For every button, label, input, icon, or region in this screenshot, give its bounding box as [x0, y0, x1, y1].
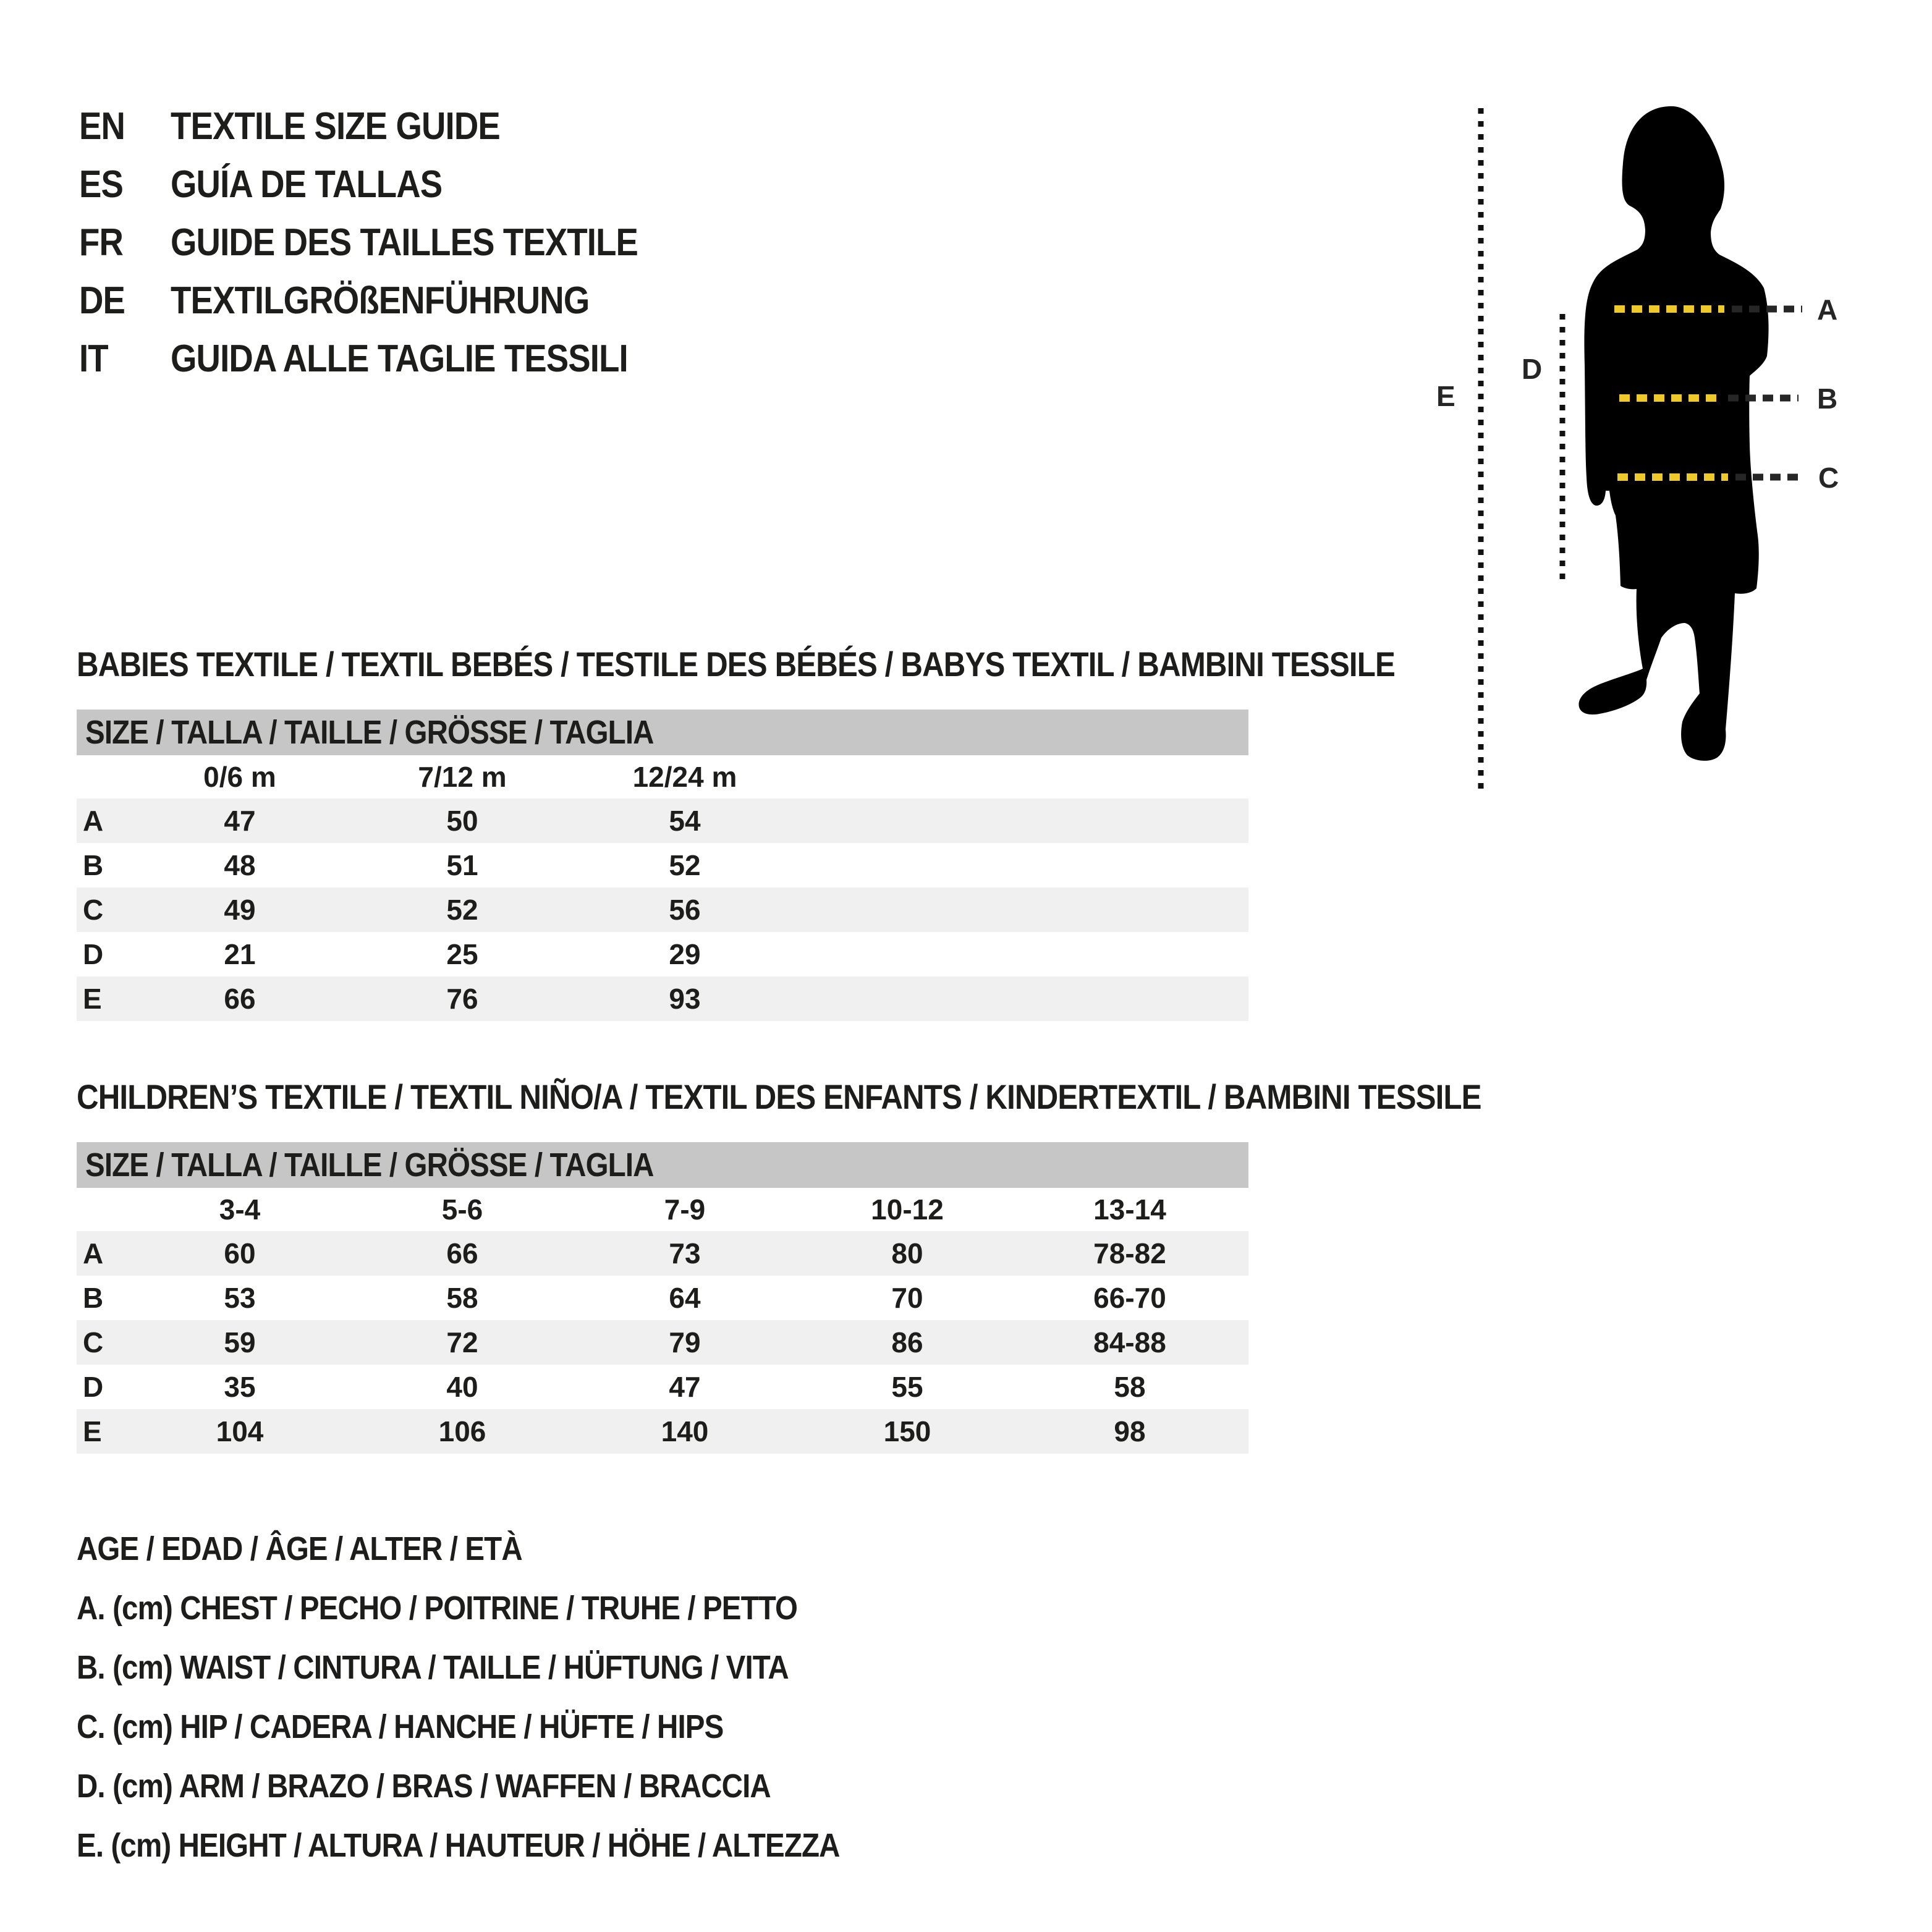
row-label: D	[83, 1371, 104, 1403]
language-row-it	[79, 329, 701, 388]
guide-title: TEXTILE SIZE GUIDE	[171, 104, 500, 148]
language-code: EN	[79, 104, 125, 148]
row-label: A	[83, 1237, 104, 1269]
children-row-e: E 104 106 140 150 98	[77, 1409, 1248, 1454]
children-size-header-bar: SIZE / TALLA / TAILLE / GRÖSSE / TAGLIA	[77, 1142, 1248, 1188]
row-label: B	[83, 1282, 104, 1314]
language-row-en	[79, 97, 701, 155]
guide-title: TEXTILGRÖßENFÜHRUNG	[171, 279, 590, 322]
figure-label-a: A	[1817, 294, 1838, 326]
babies-row-a: A 47 50 54	[77, 799, 1248, 843]
babies-col-header: 0/6 m	[203, 761, 276, 793]
figure-label-c: C	[1818, 462, 1839, 494]
guide-title: GUIDE DES TAILLES TEXTILE	[171, 221, 638, 264]
language-title-list	[79, 97, 701, 388]
measurement-legend	[77, 1519, 944, 1875]
babies-row-e: E 66 76 93	[77, 977, 1248, 1021]
children-col-header: 10-12	[871, 1193, 944, 1226]
language-code: IT	[79, 337, 108, 380]
figure-label-e: E	[1436, 380, 1455, 412]
legend-line-height: E. (cm) HEIGHT / ALTURA / HAUTEUR / HÖHE / ALTEZZA	[77, 1827, 840, 1864]
children-col-header: 5-6	[441, 1193, 483, 1226]
babies-size-header-bar: SIZE / TALLA / TAILLE / GRÖSSE / TAGLIA	[77, 710, 1248, 755]
children-col-header: 7-9	[664, 1193, 706, 1226]
children-row-b: B 53 58 64 70 66-70	[77, 1276, 1248, 1320]
language-code: DE	[79, 279, 125, 322]
figure-label-d: D	[1522, 353, 1543, 385]
babies-size-table	[77, 755, 1248, 1021]
row-label: E	[83, 1415, 102, 1447]
language-code: ES	[79, 163, 124, 206]
children-col-header: 13-14	[1093, 1193, 1166, 1226]
legend-line-chest: A. (cm) CHEST / PECHO / POITRINE / TRUHE / PETTO	[77, 1590, 798, 1627]
row-label: E	[83, 983, 102, 1015]
row-label: C	[83, 894, 104, 926]
figure-label-b: B	[1817, 383, 1838, 415]
language-row-es	[79, 155, 701, 213]
legend-line-age: AGE / EDAD / ÂGE / ALTER / ETÀ	[77, 1530, 522, 1567]
language-code: FR	[79, 221, 123, 264]
language-row-fr	[79, 213, 701, 271]
babies-row-b: B 48 51 52	[77, 843, 1248, 888]
babies-col-header: 12/24 m	[632, 761, 737, 793]
child-silhouette	[1578, 106, 1768, 761]
guide-title: GUIDA ALLE TAGLIE TESSILI	[171, 337, 628, 380]
babies-col-header: 7/12 m	[418, 761, 507, 793]
row-label: B	[83, 849, 104, 881]
babies-section-title: BABIES TEXTILE / TEXTIL BEBÉS / TESTILE DES BÉBÉS / BABYS TEXTIL / BAMBINI TESSILE	[77, 645, 1395, 684]
babies-column-header-row	[77, 755, 1248, 799]
children-column-header-row	[77, 1188, 1248, 1231]
legend-line-hip: C. (cm) HIP / CADERA / HANCHE / HÜFTE / HIPS	[77, 1708, 724, 1745]
guide-title: GUÍA DE TALLAS	[171, 163, 443, 206]
children-section-title: CHILDREN’S TEXTILE / TEXTIL NIÑO/A / TEXTIL DES ENFANTS / KINDERTEXTIL / BAMBINI TESSILE	[77, 1077, 1481, 1116]
legend-line-waist: B. (cm) WAIST / CINTURA / TAILLE / HÜFTUNG / VITA	[77, 1649, 789, 1686]
measurement-figure	[1428, 99, 1873, 803]
babies-row-d: D 21 25 29	[77, 932, 1248, 977]
children-row-a: A 60 66 73 80 78-82	[77, 1231, 1248, 1276]
children-col-header: 3-4	[219, 1193, 261, 1226]
legend-line-arm: D. (cm) ARM / BRAZO / BRAS / WAFFEN / BRACCIA	[77, 1768, 771, 1805]
children-size-table	[77, 1188, 1248, 1454]
babies-row-c: C 49 52 56	[77, 888, 1248, 932]
children-row-d: D 35 40 47 55 58	[77, 1365, 1248, 1409]
language-row-de	[79, 271, 701, 329]
row-label: D	[83, 938, 104, 970]
row-label: C	[83, 1326, 104, 1358]
row-label: A	[83, 805, 104, 837]
children-row-c: C 59 72 79 86 84-88	[77, 1320, 1248, 1365]
